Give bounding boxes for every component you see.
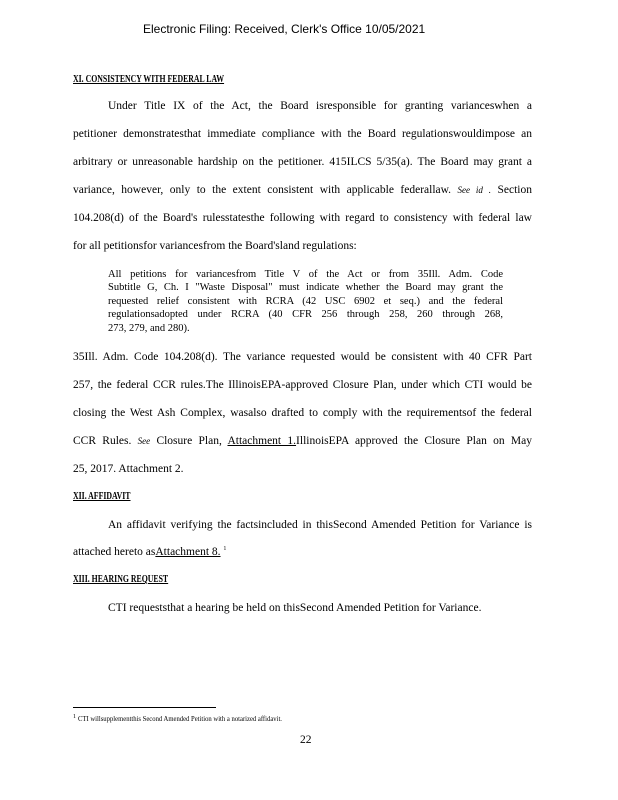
block-quote-line-3: requested relief consistent with RCRA (42 USC 6902 et seq.) and the federal [108,296,503,307]
section-xi-after-line-3: closing the West Ash Complex, wasalso drafted to comply with the requirementsof the federal [73,407,532,419]
section-xi-after-line-5: 25, 2017. Attachment 2. [73,463,184,475]
section-xii-heading: XII. AFFIDAVIT [73,491,131,502]
block-quote-line-1: All petitions for variancesfrom Title V of the Act or from 35Ill. Adm. Code [108,269,503,280]
block-quote-line-4: regulationsadopted under RCRA (40 CFR 256 through 258, 260 through 268, [108,309,503,320]
section-xi-line-6: for all petitionsfor variancesfrom the Board'sland regulations: [73,240,357,252]
block-quote-line-5: 273, 279, and 280). [108,323,190,334]
see-id-citation: See id . [457,185,492,195]
attachment-1-reference: Attachment 1. [227,435,297,447]
attachment-8-reference: Attachment 8. [155,546,221,558]
section-xi-line-5: 104.208(d) of the Board's rulesstatesthe following with regard to consistency with federal law [73,212,532,224]
section-xi-after-line-4: CCR Rules. See Closure Plan, Attachment 1.IllinoisEPA approved the Closure Plan on May [73,435,532,447]
section-xi-line-2: petitioner demonstratesthat immediate compliance with the Board regulationswouldimpose an [73,128,532,140]
filing-stamp-header: Electronic Filing: Received, Clerk's Office 10/05/2021 [143,22,426,36]
footnote-rule [73,707,216,708]
block-quote-line-2: Subtitle G, Ch. I "Waste Disposal" must indicate whether the Board may grant the [108,282,503,293]
section-xi-heading: XI. CONSISTENCY WITH FEDERAL LAW [73,74,225,85]
section-xi-line-3: arbitrary or unreasonable hardship on the petitioner. 415ILCS 5/35(a). The Board may grant a [73,156,532,168]
see-citation: See [137,436,151,446]
section-xi-line-1: Under Title IX of the Act, the Board isresponsible for granting varianceswhen a [108,100,532,112]
section-xii-line-1: An affidavit verifying the factsincluded in thisSecond Amended Petition for Variance is [108,519,532,531]
page-number: 22 [300,734,312,746]
footnote: 1 CTI willsupplementthis Second Amended Petition with a notarized affidavit. [73,714,282,724]
section-xii-line-2: attached hereto asAttachment 8. $^1$ [73,546,227,558]
footnote-marker: 1 [223,546,227,553]
section-xiii-line-1: CTI requeststhat a hearing be held on thisSecond Amended Petition for Variance. [108,602,482,614]
section-xi-after-line-2: 257, the federal CCR rules.The IllinoisEPA-approved Closure Plan, under which CTI would be [73,379,532,391]
section-xiii-heading: XIII. HEARING REQUEST [73,574,169,585]
section-xi-after-line-1: 35Ill. Adm. Code 104.208(d). The variance requested would be consistent with 40 CFR Part [73,351,532,363]
section-xi-line-4: variance, however, only to the extent consistent with applicable federallaw. See id . Section [73,184,532,196]
